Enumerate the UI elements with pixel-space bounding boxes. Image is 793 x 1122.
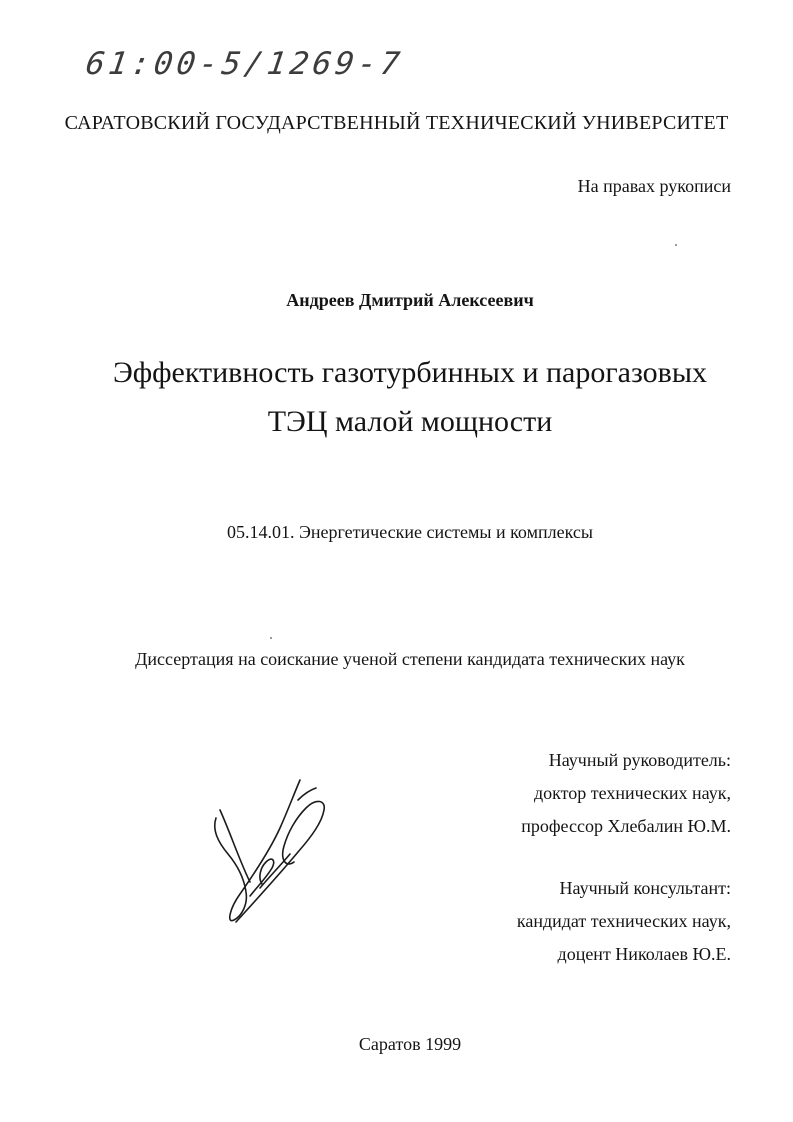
scan-speck <box>270 637 272 639</box>
thesis-title-line-2: ТЭЦ малой мощности <box>267 405 553 438</box>
manuscript-rights-note: На правах рукописи <box>577 176 731 196</box>
archive-number: 61:00-5/1269-7 <box>83 46 406 82</box>
supervisor-name: профессор Хлебалин Ю.М. <box>521 816 731 836</box>
supervisor-degree: доктор технических наук, <box>534 783 731 803</box>
author-name: Андреев Дмитрий Алексеевич <box>286 290 534 310</box>
specialty-code: 05.14.01. Энергетические системы и комплексы <box>227 522 593 542</box>
thesis-title-line-1: Эффективность газотурбинных и парогазовых <box>113 356 707 389</box>
supervisor-block <box>521 744 731 843</box>
city-and-year: Саратов 1999 <box>358 1034 462 1054</box>
degree-statement: Диссертация на соискание ученой степени кандидата технических наук <box>135 649 685 669</box>
consultant-block <box>517 872 731 971</box>
consultant-degree: кандидат технических наук, <box>516 911 731 931</box>
handwritten-signature <box>200 770 340 940</box>
university-name: САРАТОВСКИЙ ГОСУДАРСТВЕННЫЙ ТЕХНИЧЕСКИЙ УНИВЕРСИТЕТ <box>64 112 729 134</box>
supervisor-role: Научный руководитель: <box>548 750 731 770</box>
consultant-name: доцент Николаев Ю.Е. <box>557 944 731 964</box>
scan-speck <box>675 244 677 246</box>
consultant-role: Научный консультант: <box>559 878 731 898</box>
